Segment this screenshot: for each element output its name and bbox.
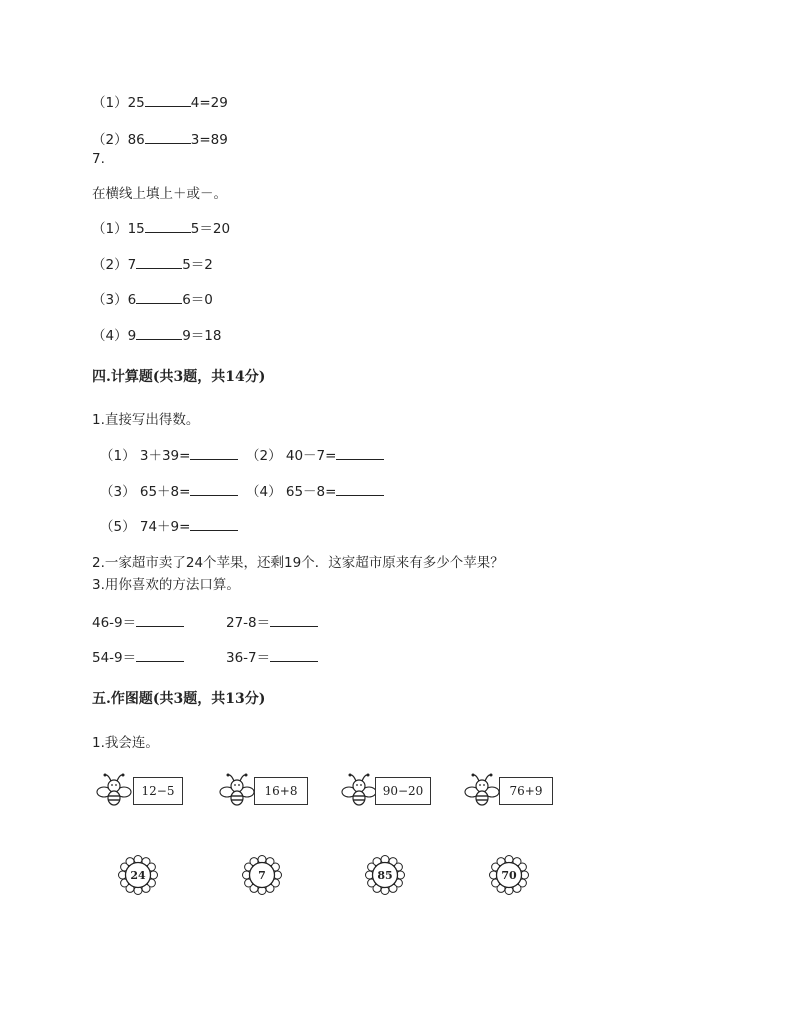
word-problem: 2.一家超市卖了24个苹果，还剩19个．这家超市原来有多少个苹果？ <box>92 555 504 571</box>
calc-item <box>100 447 238 465</box>
flower-target[interactable] <box>365 855 405 895</box>
mental-calc-item <box>226 649 318 667</box>
answer-blank[interactable] <box>136 649 184 662</box>
answer-blank[interactable] <box>190 483 238 496</box>
item-prefix: （1）25 <box>92 95 145 111</box>
calc-expression: 36-7＝ <box>226 650 271 666</box>
flower-value: 24 <box>130 868 146 882</box>
item-suffix: 4=29 <box>190 95 228 111</box>
item-prefix: （3）6 <box>92 292 137 308</box>
answer-blank[interactable] <box>336 447 384 460</box>
answer-blank[interactable] <box>145 220 191 233</box>
bee-icon <box>218 772 258 808</box>
mental-calc-item <box>92 649 184 667</box>
item-suffix: 6＝0 <box>182 292 213 308</box>
calc-item <box>246 447 384 465</box>
calc-expression: （5） 74＋9= <box>100 519 191 535</box>
section-heading: 四.计算题(共3题，共14分) <box>92 369 266 385</box>
answer-blank[interactable] <box>145 94 191 107</box>
fill-item-6-2 <box>92 131 228 149</box>
question-prompt: 3.用你喜欢的方法口算。 <box>92 577 240 593</box>
fill-item-7-2 <box>92 256 213 274</box>
fill-item-7-4 <box>92 327 221 345</box>
flower-value: 7 <box>258 868 266 882</box>
question-prompt: 1.直接写出得数。 <box>92 412 200 428</box>
answer-blank[interactable] <box>336 483 384 496</box>
calc-expression: （1） 3＋39= <box>100 448 191 464</box>
question-prompt: 1.我会连。 <box>92 735 159 751</box>
calc-item <box>100 483 238 501</box>
flower-target[interactable] <box>489 855 529 895</box>
item-suffix: 3=89 <box>190 132 228 148</box>
item-prefix: （4）9 <box>92 328 137 344</box>
answer-blank[interactable] <box>270 649 318 662</box>
item-suffix: 5＝20 <box>190 221 231 237</box>
question-number: 7. <box>92 151 105 167</box>
bee-icon <box>340 772 380 808</box>
calc-expression: （3） 65＋8= <box>100 484 191 500</box>
expression-box: 90−20 <box>375 777 431 805</box>
bee-card[interactable] <box>95 772 185 808</box>
answer-blank[interactable] <box>190 447 238 460</box>
item-prefix: （2）7 <box>92 257 137 273</box>
answer-blank[interactable] <box>190 518 238 531</box>
bee-card[interactable] <box>340 772 432 808</box>
fill-item-6-1 <box>92 94 228 112</box>
flower-target[interactable] <box>118 855 158 895</box>
answer-blank[interactable] <box>136 614 184 627</box>
flower-value: 70 <box>501 868 517 882</box>
bee-icon <box>463 772 503 808</box>
answer-blank[interactable] <box>136 291 182 304</box>
calc-expression: （2） 40－7= <box>246 448 337 464</box>
item-suffix: 5＝2 <box>182 257 213 273</box>
calc-expression: 27-8＝ <box>226 615 271 631</box>
calc-item <box>246 483 384 501</box>
answer-blank[interactable] <box>145 131 191 144</box>
bee-icon <box>95 772 135 808</box>
calc-expression: 46-9＝ <box>92 615 137 631</box>
answer-blank[interactable] <box>270 614 318 627</box>
mental-calc-item <box>226 614 318 632</box>
item-prefix: （2）86 <box>92 132 145 148</box>
fill-item-7-3 <box>92 291 213 309</box>
calc-expression: 54-9＝ <box>92 650 137 666</box>
expression-box: 12−5 <box>133 777 183 805</box>
expression-box: 76+9 <box>499 777 553 805</box>
bee-card[interactable] <box>218 772 310 808</box>
answer-blank[interactable] <box>136 327 182 340</box>
calc-expression: （4） 65－8= <box>246 484 337 500</box>
bee-card[interactable] <box>463 772 555 808</box>
section-heading: 五.作图题(共3题，共13分) <box>92 691 266 707</box>
mental-calc-item <box>92 614 184 632</box>
fill-item-7-1 <box>92 220 230 238</box>
question-prompt: 在横线上填上＋或－。 <box>92 186 227 202</box>
answer-blank[interactable] <box>136 256 182 269</box>
flower-value: 85 <box>377 868 393 882</box>
calc-item <box>100 518 238 536</box>
item-prefix: （1）15 <box>92 221 145 237</box>
expression-box: 16+8 <box>254 777 308 805</box>
flower-target[interactable] <box>242 855 282 895</box>
item-suffix: 9＝18 <box>182 328 222 344</box>
